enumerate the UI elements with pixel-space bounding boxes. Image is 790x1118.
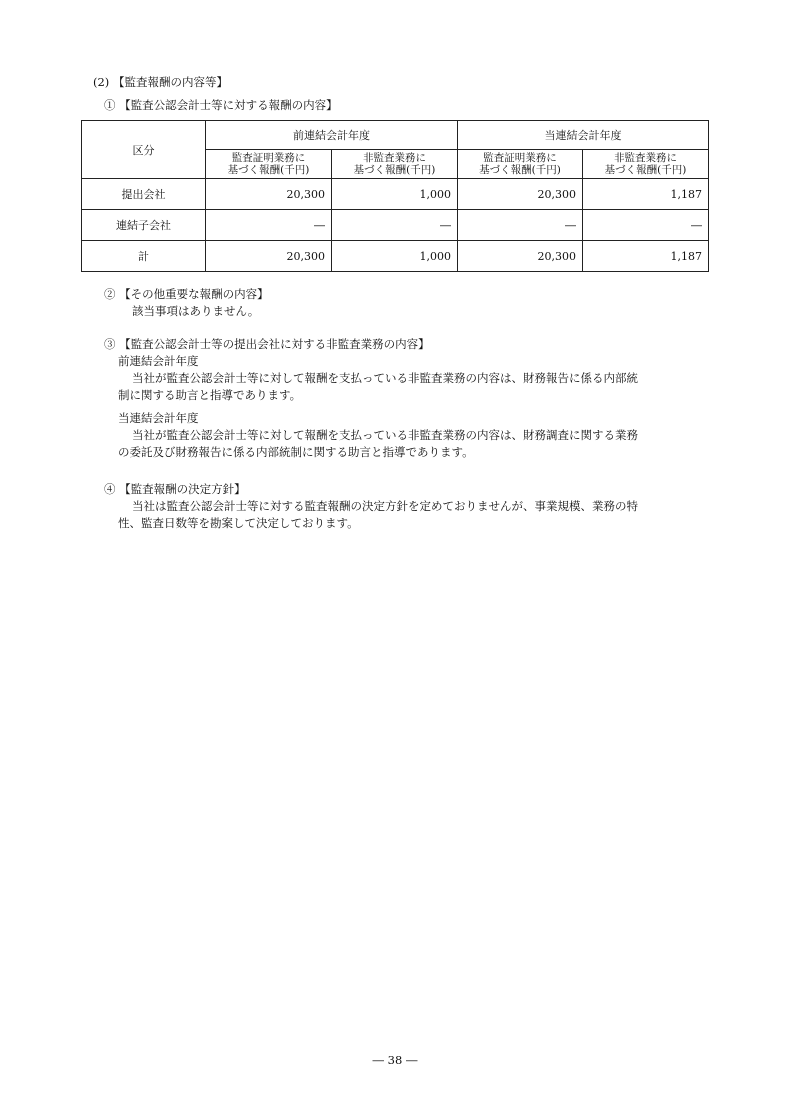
- cell-value: 20,300: [206, 179, 332, 210]
- cell-value: 1,000: [332, 179, 458, 210]
- sub4-body-line1: 当社は監査公認会計士等に対する監査報酬の決定方針を定めておりませんが、事業規模、業務の特: [132, 499, 638, 513]
- cell-value: 20,300: [458, 179, 583, 210]
- sub3-title: ③ 【監査公認会計士等の提出会社に対する非監査業務の内容】: [104, 337, 430, 351]
- row-label: 提出会社: [82, 179, 206, 210]
- cell-value: 1,000: [332, 241, 458, 272]
- cell-value: ―: [458, 210, 583, 241]
- row-label: 計: [82, 241, 206, 272]
- subheader-prev-nonaudit: 非監査業務に 基づく報酬(千円): [332, 150, 458, 179]
- sub3-prev-body-line2: 制に関する助言と指導であります。: [118, 388, 302, 402]
- sub3-curr-body-line2: の委託及び財務報告に係る内部統制に関する助言と指導であります。: [118, 445, 474, 459]
- table-row: [82, 241, 709, 272]
- sub1-title: ① 【監査公認会計士等に対する報酬の内容】: [104, 98, 338, 112]
- row-label: 連結子会社: [82, 210, 206, 241]
- table-header-row: [82, 121, 709, 150]
- cell-value: ―: [206, 210, 332, 241]
- cell-value: ―: [332, 210, 458, 241]
- header-category: 区分: [82, 121, 206, 179]
- cell-value: 1,187: [583, 179, 709, 210]
- cell-value: 20,300: [458, 241, 583, 272]
- cell-value: ―: [583, 210, 709, 241]
- sub4-title: ④ 【監査報酬の決定方針】: [104, 482, 246, 496]
- header-prev-year: 前連結会計年度: [206, 121, 458, 150]
- table-row: [82, 210, 709, 241]
- sub3-prev-label: 前連結会計年度: [118, 354, 199, 368]
- cell-value: 1,187: [583, 241, 709, 272]
- cell-value: 20,300: [206, 241, 332, 272]
- sub3-curr-label: 当連結会計年度: [118, 411, 199, 425]
- subheader-curr-nonaudit: 非監査業務に 基づく報酬(千円): [583, 150, 709, 179]
- sub3-prev-body-line1: 当社が監査公認会計士等に対して報酬を支払っている非監査業務の内容は、財務報告に係る内部統: [132, 371, 638, 385]
- page-number: ― 38 ―: [372, 1053, 418, 1067]
- sub3-curr-body-line1: 当社が監査公認会計士等に対して報酬を支払っている非監査業務の内容は、財務調査に関する業務: [132, 428, 638, 442]
- subheader-prev-audit: 監査証明業務に 基づく報酬(千円): [206, 150, 332, 179]
- sub2-title: ② 【その他重要な報酬の内容】: [104, 287, 269, 301]
- sub2-body: 該当事項はありません。: [132, 304, 260, 318]
- header-curr-year: 当連結会計年度: [458, 121, 709, 150]
- audit-fee-table: [81, 120, 709, 272]
- section-title: (2) 【監査報酬の内容等】: [93, 75, 228, 89]
- sub4-body-line2: 性、監査日数等を勘案して決定しております。: [118, 516, 359, 530]
- subheader-curr-audit: 監査証明業務に 基づく報酬(千円): [458, 150, 583, 179]
- table-row: [82, 179, 709, 210]
